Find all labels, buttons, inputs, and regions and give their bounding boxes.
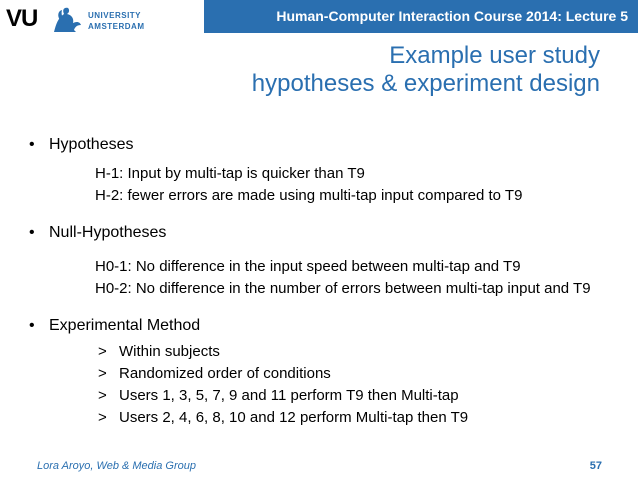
section-label: Hypotheses xyxy=(49,136,134,153)
list-item-text: Users 2, 4, 6, 8, 10 and 12 perform Multi-tap then T9 xyxy=(119,409,469,426)
section-label: Null-Hypotheses xyxy=(49,224,167,241)
section-label: Experimental Method xyxy=(49,317,201,334)
list-item xyxy=(98,408,468,428)
list-marker: > xyxy=(98,409,107,426)
list-item-text: Within subjects xyxy=(119,343,220,360)
logo-text-line1: UNIVERSITY xyxy=(88,11,142,20)
course-title: Human-Computer Interaction Course 2014: Lecture 5 xyxy=(276,8,628,24)
list-item-text: Users 1, 3, 5, 7, 9 and 11 perform T9 then Multi-tap xyxy=(119,387,459,404)
section-experimental-method xyxy=(29,316,200,336)
list-item: H-2: fewer errors are made using multi-tap input compared to T9 xyxy=(95,187,523,204)
list-item xyxy=(98,386,459,406)
list-item: H0-1: No difference in the input speed between multi-tap and T9 xyxy=(95,258,521,275)
section-hypotheses xyxy=(29,135,134,155)
bullet-marker: • xyxy=(29,317,35,334)
list-item-text: Randomized order of conditions xyxy=(119,365,331,382)
logo-letters: VU xyxy=(6,5,38,32)
slide-title-line2: hypotheses & experiment design xyxy=(251,70,600,97)
bullet-marker: • xyxy=(29,224,35,241)
page-number: 57 xyxy=(589,460,602,472)
section-null-hypotheses xyxy=(29,223,166,243)
footer-author: Lora Aroyo, Web & Media Group xyxy=(37,460,196,472)
slide-title-line1: Example user study xyxy=(389,42,600,69)
bullet-marker: • xyxy=(29,136,35,153)
list-item xyxy=(98,342,220,362)
list-marker: > xyxy=(98,365,107,382)
list-marker: > xyxy=(98,387,107,404)
logo-text-line2: AMSTERDAM xyxy=(88,22,145,31)
list-item xyxy=(98,364,331,384)
list-marker: > xyxy=(98,343,107,360)
list-item: H0-2: No difference in the number of errors between multi-tap input and T9 xyxy=(95,280,591,297)
list-item: H-1: Input by multi-tap is quicker than T9 xyxy=(95,165,365,182)
